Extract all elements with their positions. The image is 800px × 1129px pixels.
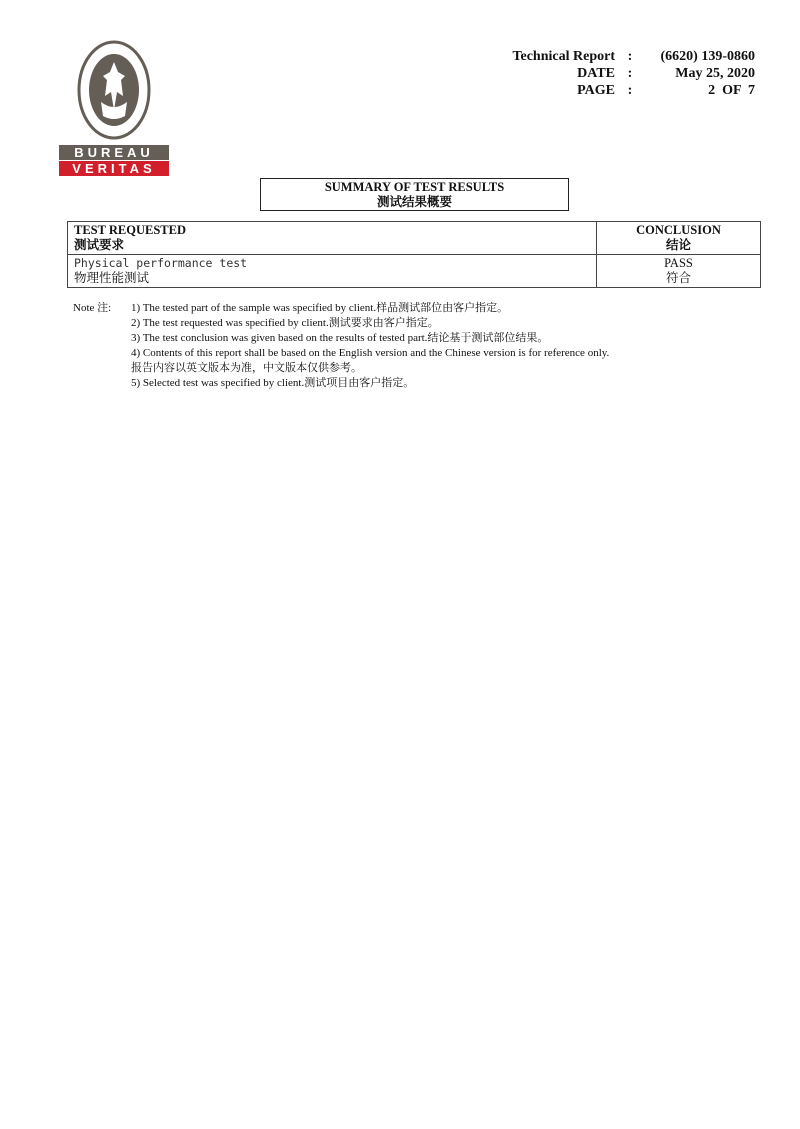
logo-seal-icon — [77, 40, 151, 140]
notes-label: Note 注: — [73, 302, 112, 314]
header-row-page — [495, 82, 755, 99]
report-date: May 25, 2020 — [675, 66, 755, 81]
header-colon: : — [627, 83, 633, 98]
report-header — [495, 48, 755, 99]
col-test-requested-header — [68, 222, 597, 255]
header-text-en: TEST REQUESTED — [74, 223, 186, 237]
conclusion-cn: 符合 — [665, 271, 691, 285]
test-name-cn: 物理性能测试 — [74, 271, 150, 285]
header-colon: : — [627, 66, 633, 81]
note-item: 报告内容以英文版本为准，中文版本仅供参考。 — [131, 362, 362, 374]
logo-band-veritas: VERITAS — [59, 161, 169, 176]
page-number: 2 OF 7 — [708, 83, 755, 98]
test-requested-cell — [68, 255, 597, 288]
note-item: 4) Contents of this report shall be based on the English version and the Chinese version is for reference only. — [131, 347, 610, 359]
report-number: (6620) 139-0860 — [660, 49, 755, 64]
notes-list — [131, 301, 731, 391]
col-conclusion-header — [597, 222, 761, 255]
note-item: 1) The tested part of the sample was specified by client.样品测试部位由客户指定。 — [131, 302, 509, 314]
test-name-en: Physical performance test — [74, 256, 248, 270]
note-item: 2) The test requested was specified by client.测试要求由客户指定。 — [131, 317, 439, 329]
note-item: 5) Selected test was specified by client.测试项目由客户指定。 — [131, 377, 415, 389]
table-row — [68, 255, 761, 288]
header-label: DATE — [577, 66, 615, 81]
header-label: Technical Report — [512, 49, 615, 64]
summary-title-box — [260, 178, 569, 211]
header-label: PAGE — [577, 83, 615, 98]
header-text-cn: 测试要求 — [74, 238, 125, 252]
logo-band-bureau: BUREAU — [59, 145, 169, 160]
header-row-report — [495, 48, 755, 65]
conclusion-en: PASS — [664, 256, 693, 270]
note-item: 3) The test conclusion was given based on the results of tested part.结论基于测试部位结果。 — [131, 332, 549, 344]
conclusion-cell — [597, 255, 761, 288]
header-text-en: CONCLUSION — [636, 223, 721, 237]
header-text-cn: 结论 — [665, 238, 691, 252]
table-header-row — [68, 222, 761, 255]
header-colon: : — [627, 49, 633, 64]
header-row-date — [495, 65, 755, 82]
summary-title-en: SUMMARY OF TEST RESULTS — [324, 180, 505, 194]
summary-title-cn: 测试结果概要 — [376, 195, 452, 209]
results-table — [67, 221, 761, 288]
